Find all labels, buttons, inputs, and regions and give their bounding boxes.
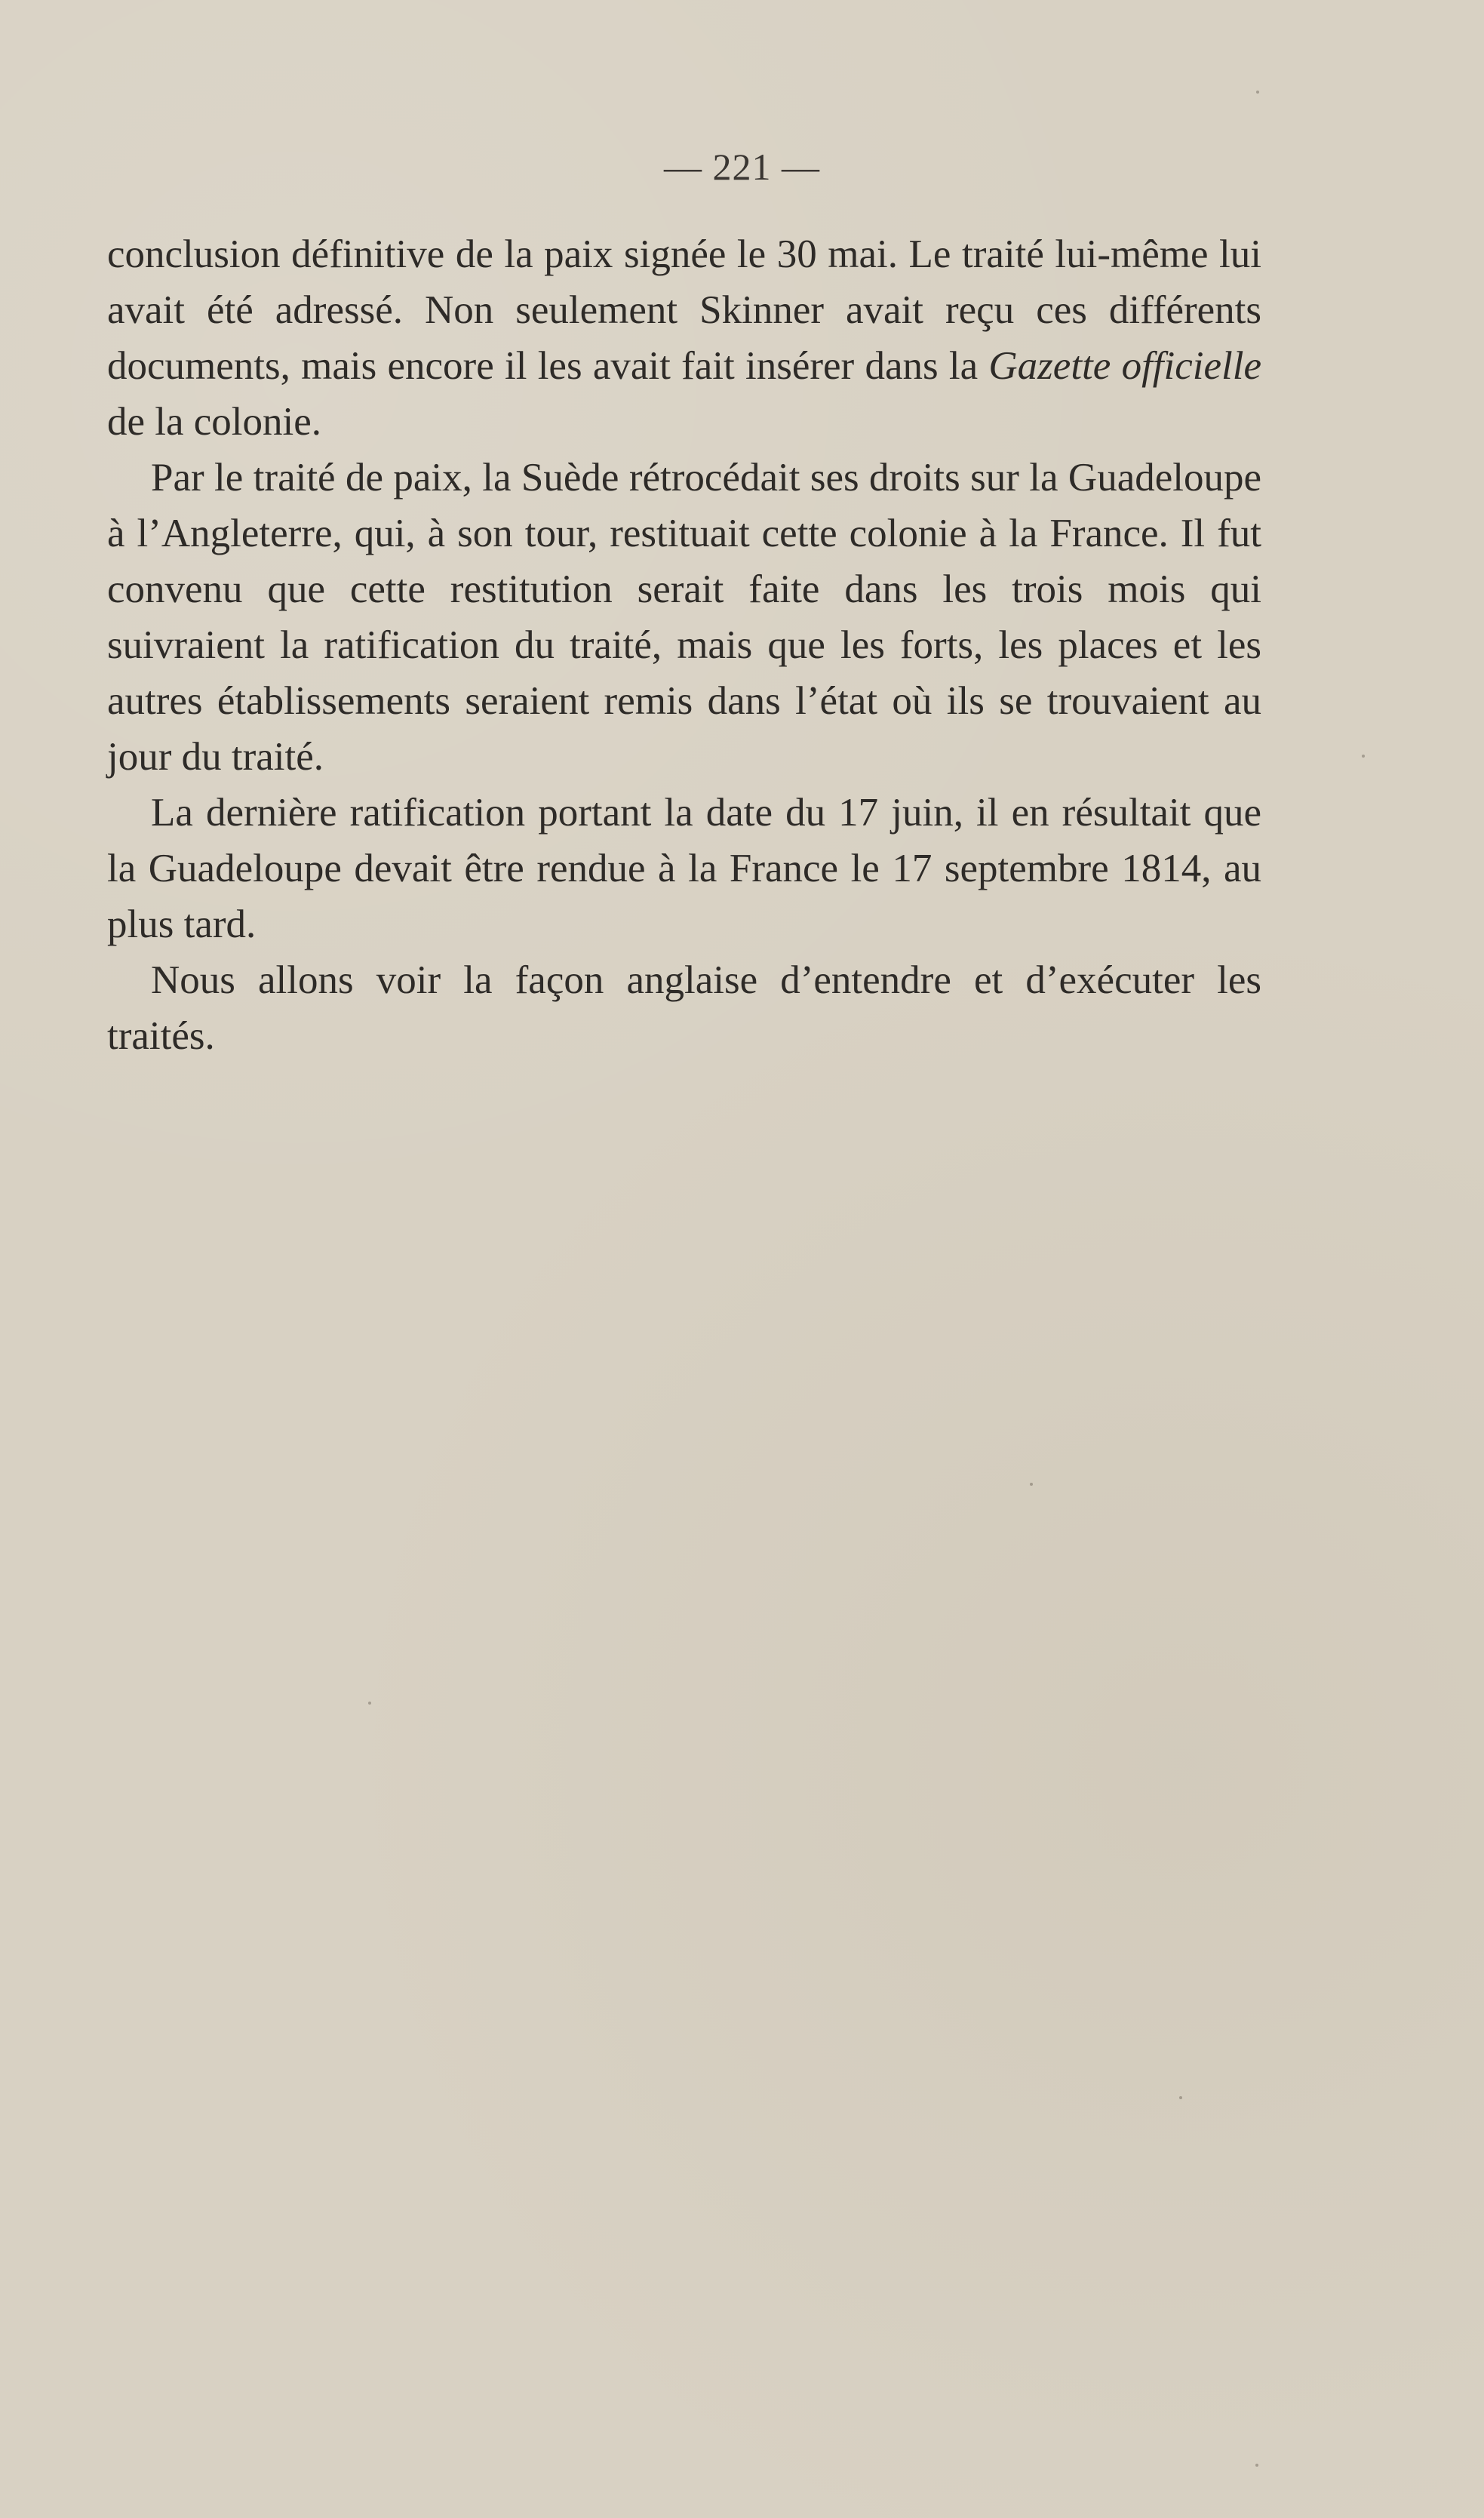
paragraph-3-text: La dernière ratification portant la date du 17 juin, il en résultait que la Guadeloupe devait être rendue à la France le 17 septembre 1814, au plus tard.: [107, 791, 1261, 946]
paragraph-4: [107, 952, 1261, 1064]
page-number: — 221 —: [664, 146, 820, 188]
paragraph-1-segment-1: conclusion définitive de la paix signée le 30 mai. Le traité lui-même lui avait été adressé. Non seulement Skinner avait reçu ces différents documents, mais encore il les avait fait insérer dans la: [107, 232, 1261, 388]
gazette-officielle-italic: Gazette officielle: [988, 344, 1261, 388]
paragraph-1-segment-3: de la colonie.: [107, 400, 322, 444]
paragraph-4-text: Nous allons voir la façon anglaise d’entendre et d’exécuter les traités.: [107, 958, 1261, 1058]
paper-speck: [1255, 2464, 1258, 2467]
paper-speck: [1362, 755, 1365, 758]
paragraph-1: [107, 226, 1261, 450]
body-text: [107, 226, 1261, 1064]
paper-speck: [1030, 1483, 1033, 1486]
paragraph-3: [107, 785, 1261, 952]
paper-speck: [368, 1702, 371, 1705]
paragraph-2: [107, 450, 1261, 785]
paper-speck: [1256, 91, 1259, 94]
paragraph-2-text: Par le traité de paix, la Suède rétrocédait ses droits sur la Guadeloupe à l’Angleterre, qui, à son tour, restituait cette colonie à la France. Il fut convenu que cette restitution serait faite dans les trois mois qui suivraient la ratification du traité, mais que les forts, les places et les autres établissements seraient remis dans l’état où ils se trouvaient au jour du traité.: [107, 456, 1261, 779]
paper-speck: [1179, 2096, 1182, 2099]
